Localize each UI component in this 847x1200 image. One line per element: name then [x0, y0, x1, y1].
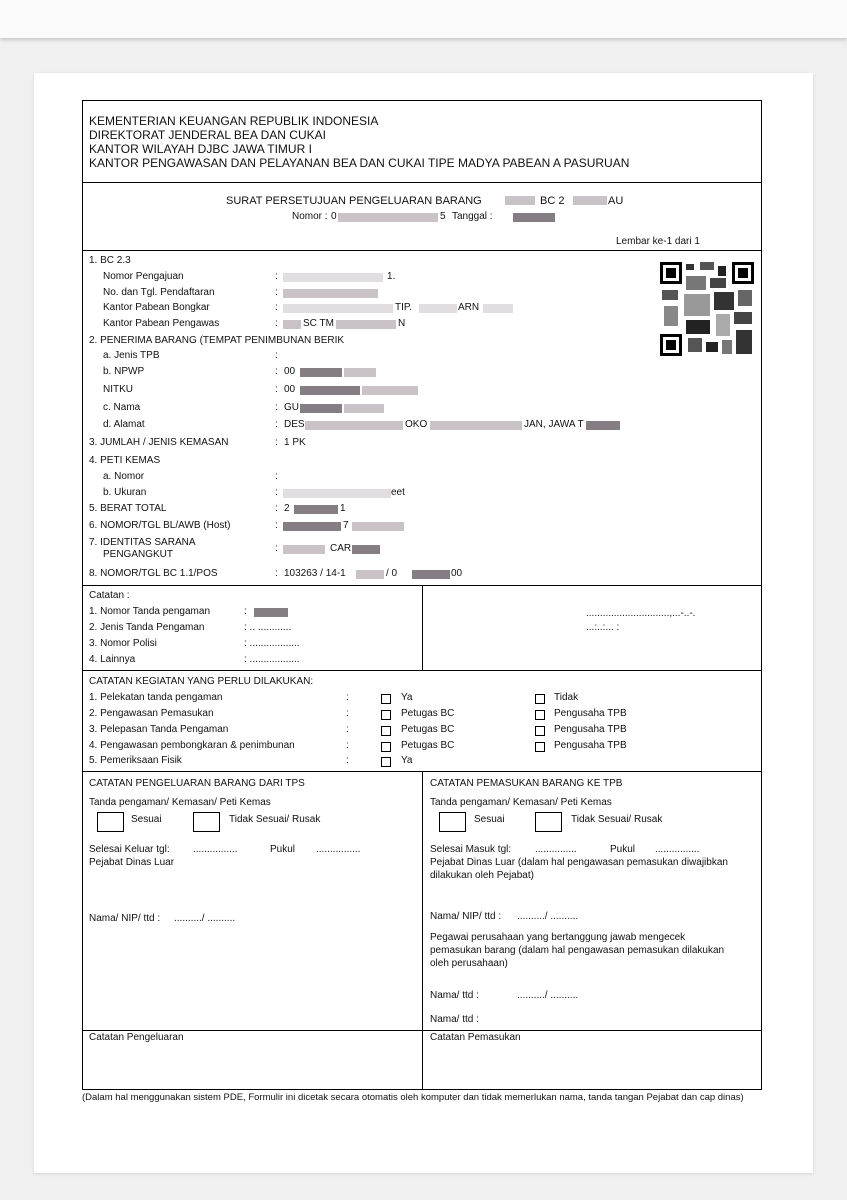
section-3-value: 1 PK: [284, 437, 306, 448]
redacted-value: [300, 404, 342, 413]
qr-code: [660, 262, 754, 356]
field-value: DES: [284, 419, 305, 430]
redacted-value: [283, 522, 341, 531]
field-label: c. Nama: [103, 402, 141, 413]
header-directorate: DIREKTORAT JENDERAL BEA DAN CUKAI: [89, 128, 326, 142]
catatan-pengeluaran: Catatan Pengeluaran: [89, 1032, 184, 1043]
redacted-value: [300, 386, 360, 395]
nama-nip-label: Nama/ NIP/ ttd :: [89, 913, 161, 924]
section-7-value: CAR: [330, 543, 352, 554]
field-colon: :: [275, 520, 278, 531]
nama-ttd-label-2: Nama/ ttd :: [430, 1014, 479, 1025]
catatan-item-value: : .. ............: [244, 622, 292, 633]
document-title: SURAT PERSETUJUAN PENGELUARAN BARANG: [226, 195, 482, 207]
redacted-value: [300, 368, 342, 377]
field-label: b. Ukuran: [103, 487, 147, 498]
option-label: Tidak Sesuai/ Rusak: [571, 814, 663, 825]
sheet-count: Lembar ke-1 dari 1: [616, 236, 700, 247]
pukul-label: Pukul: [270, 844, 296, 855]
field-label: a. Nomor: [103, 471, 145, 482]
rule: [82, 670, 762, 671]
field-value-3: JAN, JAWA T: [524, 419, 584, 430]
field-value: 00: [284, 384, 296, 395]
catatan-pemasukan: Catatan Pemasukan: [430, 1032, 521, 1043]
kegiatan-row-label: 2. Pengawasan Pemasukan: [89, 708, 214, 719]
section-4-heading: 4. PETI KEMAS: [89, 455, 161, 466]
field-label: b. NPWP: [103, 366, 145, 377]
section-1-heading: 1. BC 2.3: [89, 255, 131, 266]
redacted-value: [352, 522, 404, 531]
redacted-value: [283, 304, 393, 313]
field-value-2: OKO: [405, 419, 428, 430]
catatan-item-value: : ..................: [244, 638, 300, 649]
redacted-value: [483, 304, 513, 313]
checkbox-sesuai[interactable]: [97, 812, 124, 832]
field-colon: :: [275, 402, 278, 413]
field-value: TIP.: [395, 302, 413, 313]
pukul-dots: ................: [655, 844, 700, 855]
kegiatan-row-label: 5. Pemeriksaan Fisik: [89, 755, 182, 766]
field-colon: :: [346, 724, 349, 735]
checkbox-petugas-bc[interactable]: [381, 742, 391, 752]
catatan-item: 2. Jenis Tanda Pengaman: [89, 622, 205, 633]
field-colon: :: [275, 318, 278, 329]
section-2-heading: 2. PENERIMA BARANG (TEMPAT PENIMBUNAN BERIK: [89, 335, 345, 346]
catatan-item: 3. Nomor Polisi: [89, 638, 157, 649]
section-5-label: 5. BERAT TOTAL: [89, 503, 167, 514]
option-label: Ya: [401, 755, 413, 766]
field-colon: :: [275, 503, 278, 514]
redacted-value: [344, 404, 384, 413]
option-label: Petugas BC: [401, 724, 455, 735]
section-3-label: 3. JUMLAH / JENIS KEMASAN: [89, 437, 229, 448]
redacted-value: [283, 545, 325, 554]
nomor-value: 0: [331, 211, 337, 222]
rule: [422, 771, 423, 1090]
nama-nip-label: Nama/ NIP/ ttd :: [430, 911, 502, 922]
section-6-label: 6. NOMOR/TGL BL/AWB (Host): [89, 520, 231, 531]
footer-note: (Dalam hal menggunakan sistem PDE, Formulir ini dicetak secara otomatis oleh komputer dan tidak memerlukan nama, tanda tangan Pejabat dan cap dinas): [82, 1092, 744, 1103]
redacted-value: [344, 368, 376, 377]
option-label: Petugas BC: [401, 708, 455, 719]
field-value-2: N: [398, 318, 406, 329]
nomor-label: Nomor :: [292, 211, 328, 222]
section-5-value: 2: [284, 503, 290, 514]
field-value-2: ARN: [458, 302, 480, 313]
checkbox-ya[interactable]: [381, 757, 391, 767]
option-label: Ya: [401, 692, 413, 703]
field-colon: :: [275, 350, 278, 361]
catatan-item: 1. Nomor Tanda pengaman: [89, 606, 211, 617]
field-value: eet: [391, 487, 405, 498]
pejabat-label: Pejabat Dinas Luar: [89, 857, 175, 868]
section-7-label-2: PENGANGKUT: [103, 549, 174, 560]
section-8-value-2: / 0: [386, 568, 398, 579]
selesai-keluar-dots: ................: [193, 844, 238, 855]
checkbox-tidak[interactable]: [535, 694, 545, 704]
catatan-item-value: :: [244, 606, 247, 617]
redacted-value: [338, 213, 438, 222]
viewer-toolbar: [0, 0, 847, 38]
redacted-value: [513, 213, 555, 222]
pengeluaran-tanda: Tanda pengaman/ Kemasan/ Peti Kemas: [89, 797, 271, 808]
redacted-value: [573, 196, 607, 205]
pegawai-label: Pegawai perusahaan yang bertanggung jawab mengecek: [430, 932, 686, 943]
checkbox-tidak-sesuai[interactable]: [535, 812, 562, 832]
option-label: Pengusaha TPB: [554, 724, 627, 735]
field-value: 00: [284, 366, 296, 377]
header-ministry: KEMENTERIAN KEUANGAN REPUBLIK INDONESIA: [89, 114, 379, 128]
redacted-value: [336, 320, 396, 329]
option-label: Sesuai: [474, 814, 505, 825]
kegiatan-row-label: 1. Pelekatan tanda pengaman: [89, 692, 223, 703]
option-label: Pengusaha TPB: [554, 740, 627, 751]
rule: [82, 250, 762, 251]
field-label: Kantor Pabean Bongkar: [103, 302, 210, 313]
pegawai-label-2: pemasukan barang (dalam hal pengawasan pemasukan dilakukan: [430, 945, 725, 956]
option-label: Petugas BC: [401, 740, 455, 751]
option-label: Sesuai: [131, 814, 162, 825]
field-colon: :: [275, 302, 278, 313]
field-colon: :: [275, 543, 278, 554]
field-colon: :: [346, 740, 349, 751]
selesai-keluar-label: Selesai Keluar tgl:: [89, 844, 170, 855]
redacted-value: [505, 196, 535, 205]
checkbox-pengusaha-tpb[interactable]: [535, 726, 545, 736]
pukul-label: Pukul: [610, 844, 636, 855]
section-7-label: 7. IDENTITAS SARANA: [89, 537, 196, 548]
pejabat-label-2: dilakukan oleh Pejabat): [430, 870, 534, 881]
redacted-value: [305, 421, 403, 430]
checkbox-pengusaha-tpb[interactable]: [535, 742, 545, 752]
nomor-suffix: 5: [440, 211, 446, 222]
nama-ttd-dots: ........../ ..........: [517, 990, 579, 1001]
field-colon: :: [346, 692, 349, 703]
option-label: Tidak: [554, 692, 579, 703]
catatan-item-value: : ..................: [244, 654, 300, 665]
selesai-masuk-dots: ...............: [535, 844, 577, 855]
redacted-value: [283, 320, 301, 329]
header-regional-office: KANTOR WILAYAH DJBC JAWA TIMUR I: [89, 142, 312, 156]
field-colon: :: [275, 271, 278, 282]
redacted-value: [430, 421, 522, 430]
field-colon: :: [346, 755, 349, 766]
checkbox-tidak-sesuai[interactable]: [193, 812, 220, 832]
field-label: Kantor Pabean Pengawas: [103, 318, 220, 329]
pemasukan-heading: CATATAN PEMASUKAN BARANG KE TPB: [430, 778, 623, 789]
redacted-value: [412, 570, 450, 579]
nama-nip-dots: ........../ ..........: [517, 911, 579, 922]
pejabat-label: Pejabat Dinas Luar (dalam hal pengawasan pemasukan diwajibkan: [430, 857, 728, 868]
pemasukan-tanda: Tanda pengaman/ Kemasan/ Peti Kemas: [430, 797, 612, 808]
field-label: No. dan Tgl. Pendaftaran: [103, 287, 215, 298]
section-8-value-3: 00: [451, 568, 463, 579]
title-document-code: BC 2: [540, 195, 565, 207]
tanggal-label: Tanggal :: [452, 211, 493, 222]
pegawai-label-3: oleh perusahaan): [430, 958, 508, 969]
checkbox-petugas-bc[interactable]: [381, 710, 391, 720]
checkbox-petugas-bc[interactable]: [381, 726, 391, 736]
nama-ttd-label: Nama/ ttd :: [430, 990, 479, 1001]
redacted-value: [294, 505, 338, 514]
catatan-item: 4. Lainnya: [89, 654, 136, 665]
option-label: Pengusaha TPB: [554, 708, 627, 719]
checkbox-pengusaha-tpb[interactable]: [535, 710, 545, 720]
field-colon: :: [346, 708, 349, 719]
redacted-value: [356, 570, 384, 579]
rule: [82, 182, 762, 183]
field-colon: :: [275, 366, 278, 377]
field-colon: :: [275, 419, 278, 430]
section-8-value: 103263 / 14-1: [284, 568, 346, 579]
field-colon: :: [275, 568, 278, 579]
field-label: a. Jenis TPB: [103, 350, 160, 361]
redacted-value: [283, 289, 378, 298]
catatan-place-date: ..............................,...-..-.: [586, 608, 696, 619]
section-5-value-2: 1: [340, 503, 346, 514]
header-office: KANTOR PENGAWASAN DAN PELAYANAN BEA DAN CUKAI TIPE MADYA PABEAN A PASURUAN: [89, 156, 630, 170]
kegiatan-row-label: 3. Pelepasan Tanda Pengaman: [89, 724, 229, 735]
catatan-heading: Catatan :: [89, 590, 130, 601]
redacted-value: [254, 608, 288, 617]
field-label: NITKU: [103, 384, 133, 395]
option-label: Tidak Sesuai/ Rusak: [229, 814, 321, 825]
nama-nip-dots: ........../ ..........: [174, 913, 236, 924]
redacted-value: [283, 273, 383, 282]
kegiatan-heading: CATATAN KEGIATAN YANG PERLU DILAKUKAN:: [89, 676, 314, 687]
redacted-value: [352, 545, 380, 554]
rule: [422, 585, 423, 670]
title-tail: AU: [608, 195, 624, 207]
catatan-right-line: ...:..:... :: [586, 622, 620, 633]
section-8-label: 8. NOMOR/TGL BC 1.1/POS: [89, 568, 218, 579]
field-label: d. Alamat: [103, 419, 145, 430]
redacted-value: [419, 304, 457, 313]
pengeluaran-heading: CATATAN PENGELUARAN BARANG DARI TPS: [89, 778, 305, 789]
field-colon: :: [275, 487, 278, 498]
field-value: 1.: [387, 271, 396, 282]
field-value: GU: [284, 402, 299, 413]
kegiatan-row-label: 4. Pengawasan pembongkaran & penimbunan: [89, 740, 295, 751]
checkbox-sesuai[interactable]: [439, 812, 466, 832]
field-value: SC TM: [303, 318, 334, 329]
section-6-value: 7: [343, 520, 349, 531]
pukul-dots: ................: [316, 844, 361, 855]
redacted-value: [283, 489, 391, 498]
redacted-value: [586, 421, 620, 430]
field-label: Nomor Pengajuan: [103, 271, 184, 282]
selesai-masuk-label: Selesai Masuk tgl:: [430, 844, 512, 855]
field-colon: :: [275, 471, 278, 482]
redacted-value: [362, 386, 418, 395]
checkbox-ya[interactable]: [381, 694, 391, 704]
field-colon: :: [275, 437, 278, 448]
field-colon: :: [275, 384, 278, 395]
field-colon: :: [275, 287, 278, 298]
